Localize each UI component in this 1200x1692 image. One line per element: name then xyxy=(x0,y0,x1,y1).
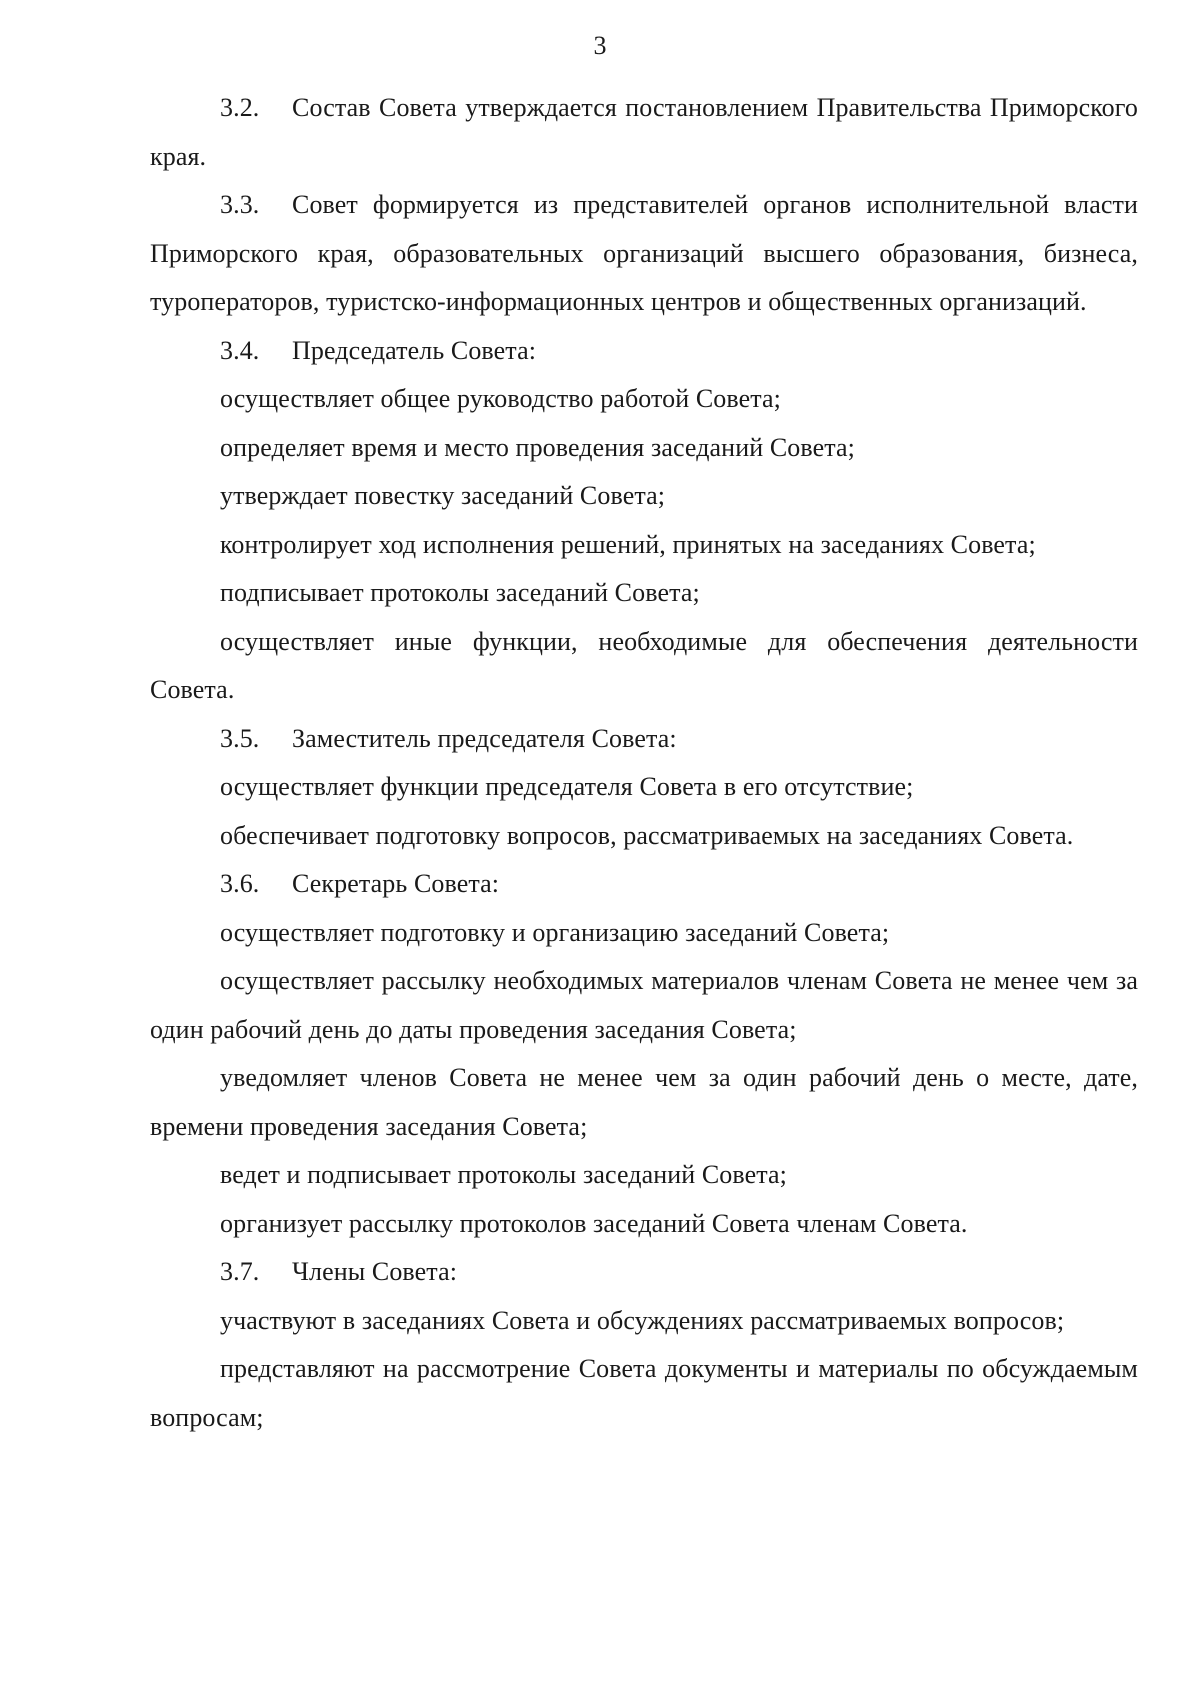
paragraph-3-4 xyxy=(150,327,1138,376)
paragraph-3-3 xyxy=(150,181,1138,327)
list-item: осуществляет подготовку и организацию заседаний Совета; xyxy=(220,917,890,947)
paragraph-text: Состав Совета утверждается постановлением Правительства Приморского края. xyxy=(150,93,1138,171)
paragraph-text: Члены Совета: xyxy=(292,1257,458,1286)
clause-number: 3.7. xyxy=(220,1257,260,1286)
list-item: осуществляет общее руководство работой Совета; xyxy=(220,384,782,413)
clause-number: 3.5. xyxy=(220,723,260,753)
list-item: ведет и подписывает протоколы заседаний Совета; xyxy=(220,1160,788,1189)
paragraph-text: Председатель Совета: xyxy=(292,335,537,365)
document-body xyxy=(150,84,1138,1442)
paragraph-text: Совет формируется из представителей органов исполнительной власти Приморского края, образовательных организаций высшего образования, бизнеса, туроператоров, туристско-информационных центров и общественных организаций. xyxy=(150,190,1138,316)
clause-number: 3.6. xyxy=(220,869,260,898)
list-item: участвуют в заседаниях Совета и обсуждениях рассматриваемых вопросов; xyxy=(220,1305,1065,1335)
list-item: обеспечивает подготовку вопросов, рассматриваемых на заседаниях Совета. xyxy=(220,820,1074,850)
list-item: осуществляет иные функции, необходимые для обеспечения деятельности Совета. xyxy=(150,626,1138,704)
clause-number: 3.4. xyxy=(220,335,260,365)
page-number: 3 xyxy=(593,31,607,60)
clause-number: 3.3. xyxy=(220,190,260,219)
list-item: организует рассылку протоколов заседаний Совета членам Совета. xyxy=(220,1208,968,1238)
list-item: контролирует ход исполнения решений, принятых на заседаниях Совета; xyxy=(220,529,1036,559)
list-item: осуществляет рассылку необходимых материалов членам Совета не менее чем за один рабочий день до даты проведения заседания Совета; xyxy=(150,966,1138,1044)
paragraph-3-6 xyxy=(150,860,1138,909)
list-item: уведомляет членов Совета не менее чем за один рабочий день о месте, дате, времени проведения заседания Совета; xyxy=(150,1063,1138,1141)
list-item: подписывает протоколы заседаний Совета; xyxy=(220,578,700,607)
paragraph-3-7 xyxy=(150,1248,1138,1297)
list-item: представляют на рассмотрение Совета документы и материалы по обсуждаемым вопросам; xyxy=(150,1354,1138,1432)
list-item: утверждает повестку заседаний Совета; xyxy=(220,481,666,510)
list-item: определяет время и место проведения заседаний Совета; xyxy=(220,432,855,462)
paragraph-text: Заместитель председателя Совета: xyxy=(292,723,677,753)
paragraph-3-2 xyxy=(150,84,1138,181)
paragraph-text: Секретарь Совета: xyxy=(292,869,500,898)
list-item: осуществляет функции председателя Совета в его отсутствие; xyxy=(220,772,914,801)
clause-number: 3.2. xyxy=(220,93,260,122)
paragraph-3-5 xyxy=(150,715,1138,764)
